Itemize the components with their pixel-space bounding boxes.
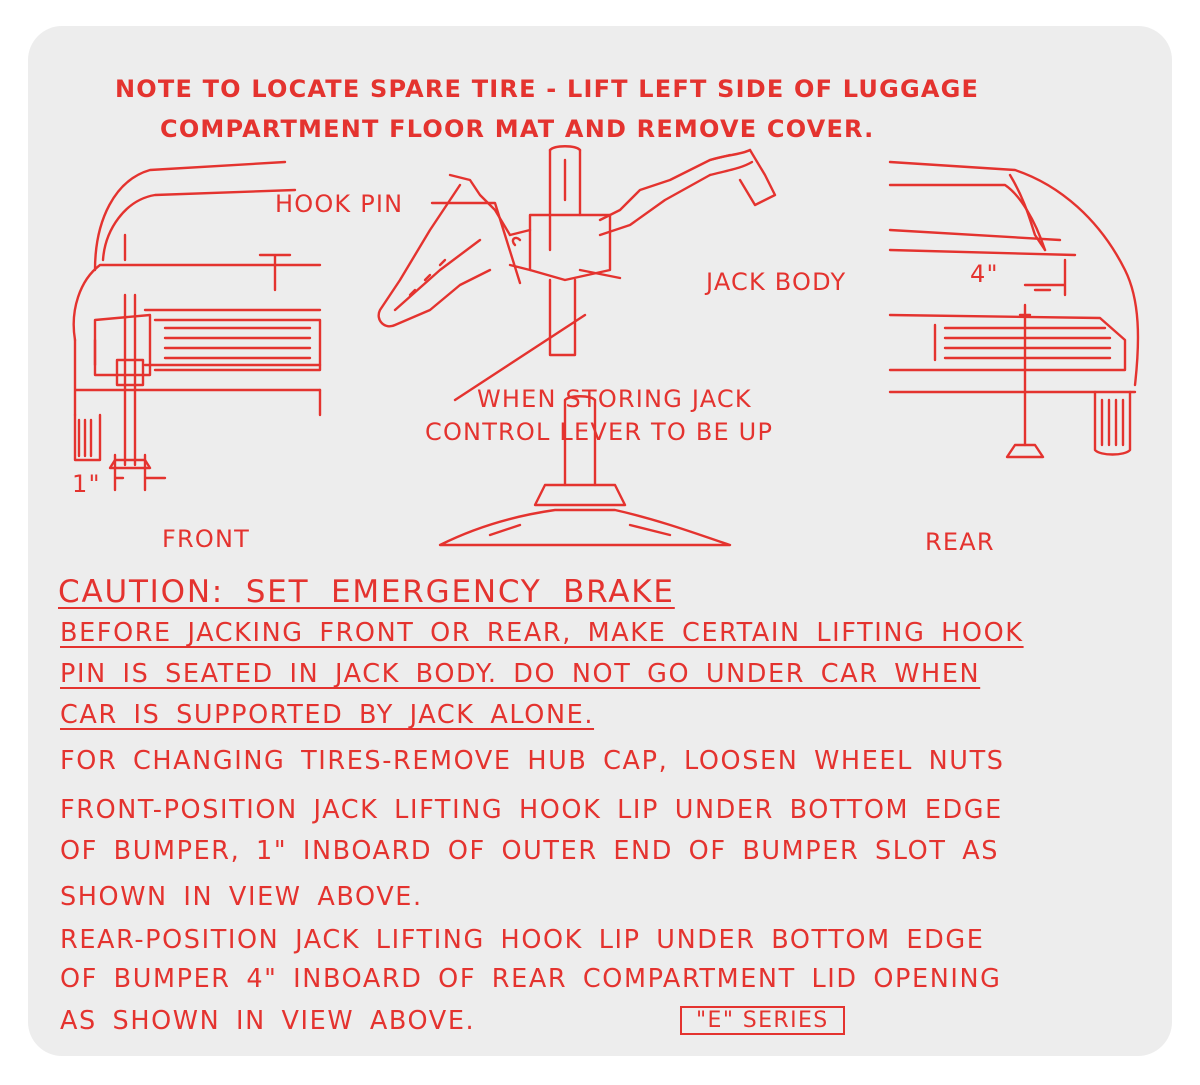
rear-dimension-label: 4" [970, 260, 999, 288]
jack-body-label: JACK BODY [706, 268, 847, 296]
storing-note-line1: WHEN STORING JACK [477, 385, 752, 413]
instruction-line: REAR-POSITION JACK LIFTING HOOK LIP UNDER BOTTOM EDGE [60, 925, 985, 955]
instruction-line: FRONT-POSITION JACK LIFTING HOOK LIP UNDER BOTTOM EDGE [60, 795, 1003, 825]
hook-pin-label: HOOK PIN [275, 190, 404, 218]
instruction-line: OF BUMPER 4" INBOARD OF REAR COMPARTMENT LID OPENING [60, 964, 1002, 994]
front-dimension-label: 1" [72, 470, 101, 498]
rear-car-illustration [885, 160, 1165, 480]
instruction-line: CAR IS SUPPORTED BY JACK ALONE. [60, 700, 595, 730]
instruction-line: AS SHOWN IN VIEW ABOVE. [60, 1006, 476, 1036]
instruction-line: BEFORE JACKING FRONT OR REAR, MAKE CERTAIN LIFTING HOOK [60, 618, 1024, 648]
rear-view-label: REAR [925, 528, 995, 556]
spare-tire-note-line2: COMPARTMENT FLOOR MAT AND REMOVE COVER. [160, 115, 875, 143]
instruction-line: PIN IS SEATED IN JACK BODY. DO NOT GO UNDER CAR WHEN [60, 659, 981, 689]
caution-heading: CAUTION: SET EMERGENCY BRAKE [58, 574, 675, 610]
instruction-line: FOR CHANGING TIRES-REMOVE HUB CAP, LOOSEN WHEEL NUTS [60, 746, 1005, 776]
storing-note-line2: CONTROL LEVER TO BE UP [425, 418, 774, 446]
instruction-line: SHOWN IN VIEW ABOVE. [60, 882, 423, 912]
front-view-label: FRONT [162, 525, 250, 553]
spare-tire-note-line1: NOTE TO LOCATE SPARE TIRE - LIFT LEFT SIDE OF LUGGAGE [115, 75, 980, 103]
instruction-line: OF BUMPER, 1" INBOARD OF OUTER END OF BUMPER SLOT AS [60, 836, 1000, 866]
series-badge: "E" SERIES [680, 1006, 845, 1035]
